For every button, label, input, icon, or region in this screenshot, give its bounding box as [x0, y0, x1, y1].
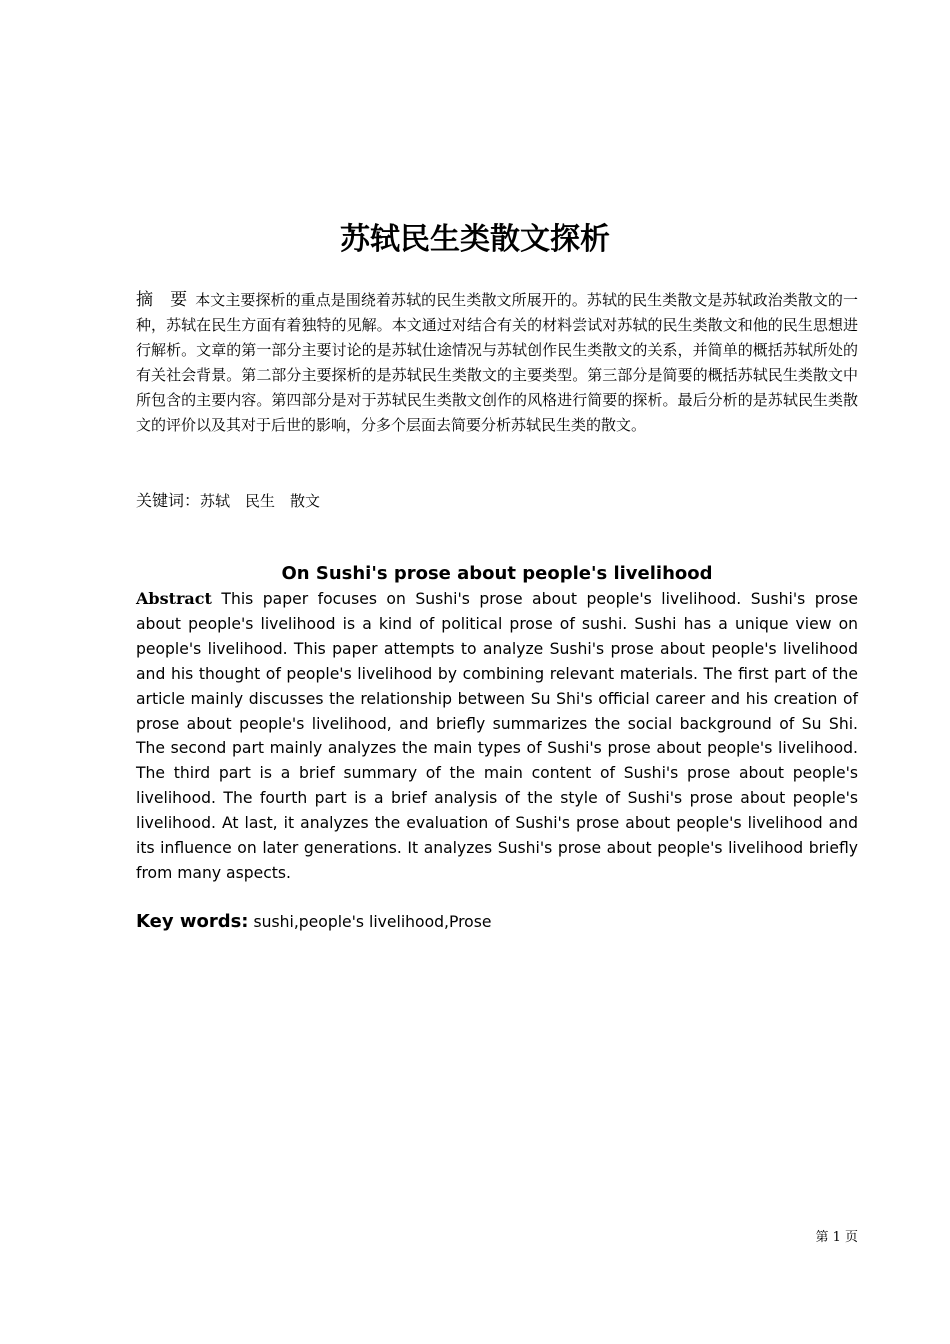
chinese-keywords-items: 苏轼 民生 散文: [200, 492, 321, 510]
english-title: On Sushi's prose about people's livelihood: [281, 563, 713, 584]
page-number: 第 1 页: [815, 1230, 858, 1245]
english-keywords-items: sushi,people's livelihood,Prose: [253, 913, 492, 931]
chinese-title: 苏轼民生类散文探析: [340, 222, 610, 257]
chinese-keywords: [136, 488, 858, 514]
chinese-keywords-label: 关键词：: [136, 491, 201, 510]
english-abstract-text: This paper focuses on Sushi's prose about people's livelihood. Sushi's prose about people's livelihood is a kind of political prose of sushi. Sushi has a unique view on people's livelihood. This paper attempts to analyze Sushi's prose about people's livelihood and his thought of people's livelihood by combining relevant materials. The first part of the article mainly discusses the relationship between Su Shi's official career and his creation of prose about people's livelihood, and briefly summarizes the social background of Su Shi. The second part mainly analyzes the main types of Sushi's prose about people's livelihood. The third part is a brief summary of the main content of Sushi's prose about people's livelihood. The fourth part is a brief analysis of the style of Sushi's prose about people's livelihood. At last, it analyzes the evaluation of Sushi's prose about people's livelihood and its influence on later generations. It analyzes Sushi's prose about people's livelihood briefly from many aspects.: [136, 590, 858, 882]
chinese-abstract: [136, 288, 858, 438]
chinese-abstract-label: 摘 要: [136, 290, 188, 310]
english-keywords-label: Key words:: [136, 911, 249, 932]
english-abstract-label: Abstract: [136, 589, 212, 608]
english-keywords: [136, 908, 858, 936]
chinese-abstract-text: 本文主要探析的重点是围绕着苏轼的民生类散文所展开的。苏轼的民生类散文是苏轼政治类散文的一种，苏轼在民生方面有着独特的见解。本文通过对结合有关的材料尝试对苏轼的民生类散文和他的民生思想进行解析。文章的第一部分主要讨论的是苏轼仕途情况与苏轼创作民生类散文的关系，并简单的概括苏轼所处的有关社会背景。第二部分主要探析的是苏轼民生类散文的主要类型。第三部分是简要的概括苏轼民生类散文中所包含的主要内容。第四部分是对于苏轼民生类散文创作的风格进行简要的探析。最后分析的是苏轼民生类散文的评价以及其对于后世的影响，分多个层面去简要分析苏轼民生类的散文。: [136, 291, 858, 434]
english-abstract: [136, 587, 858, 886]
